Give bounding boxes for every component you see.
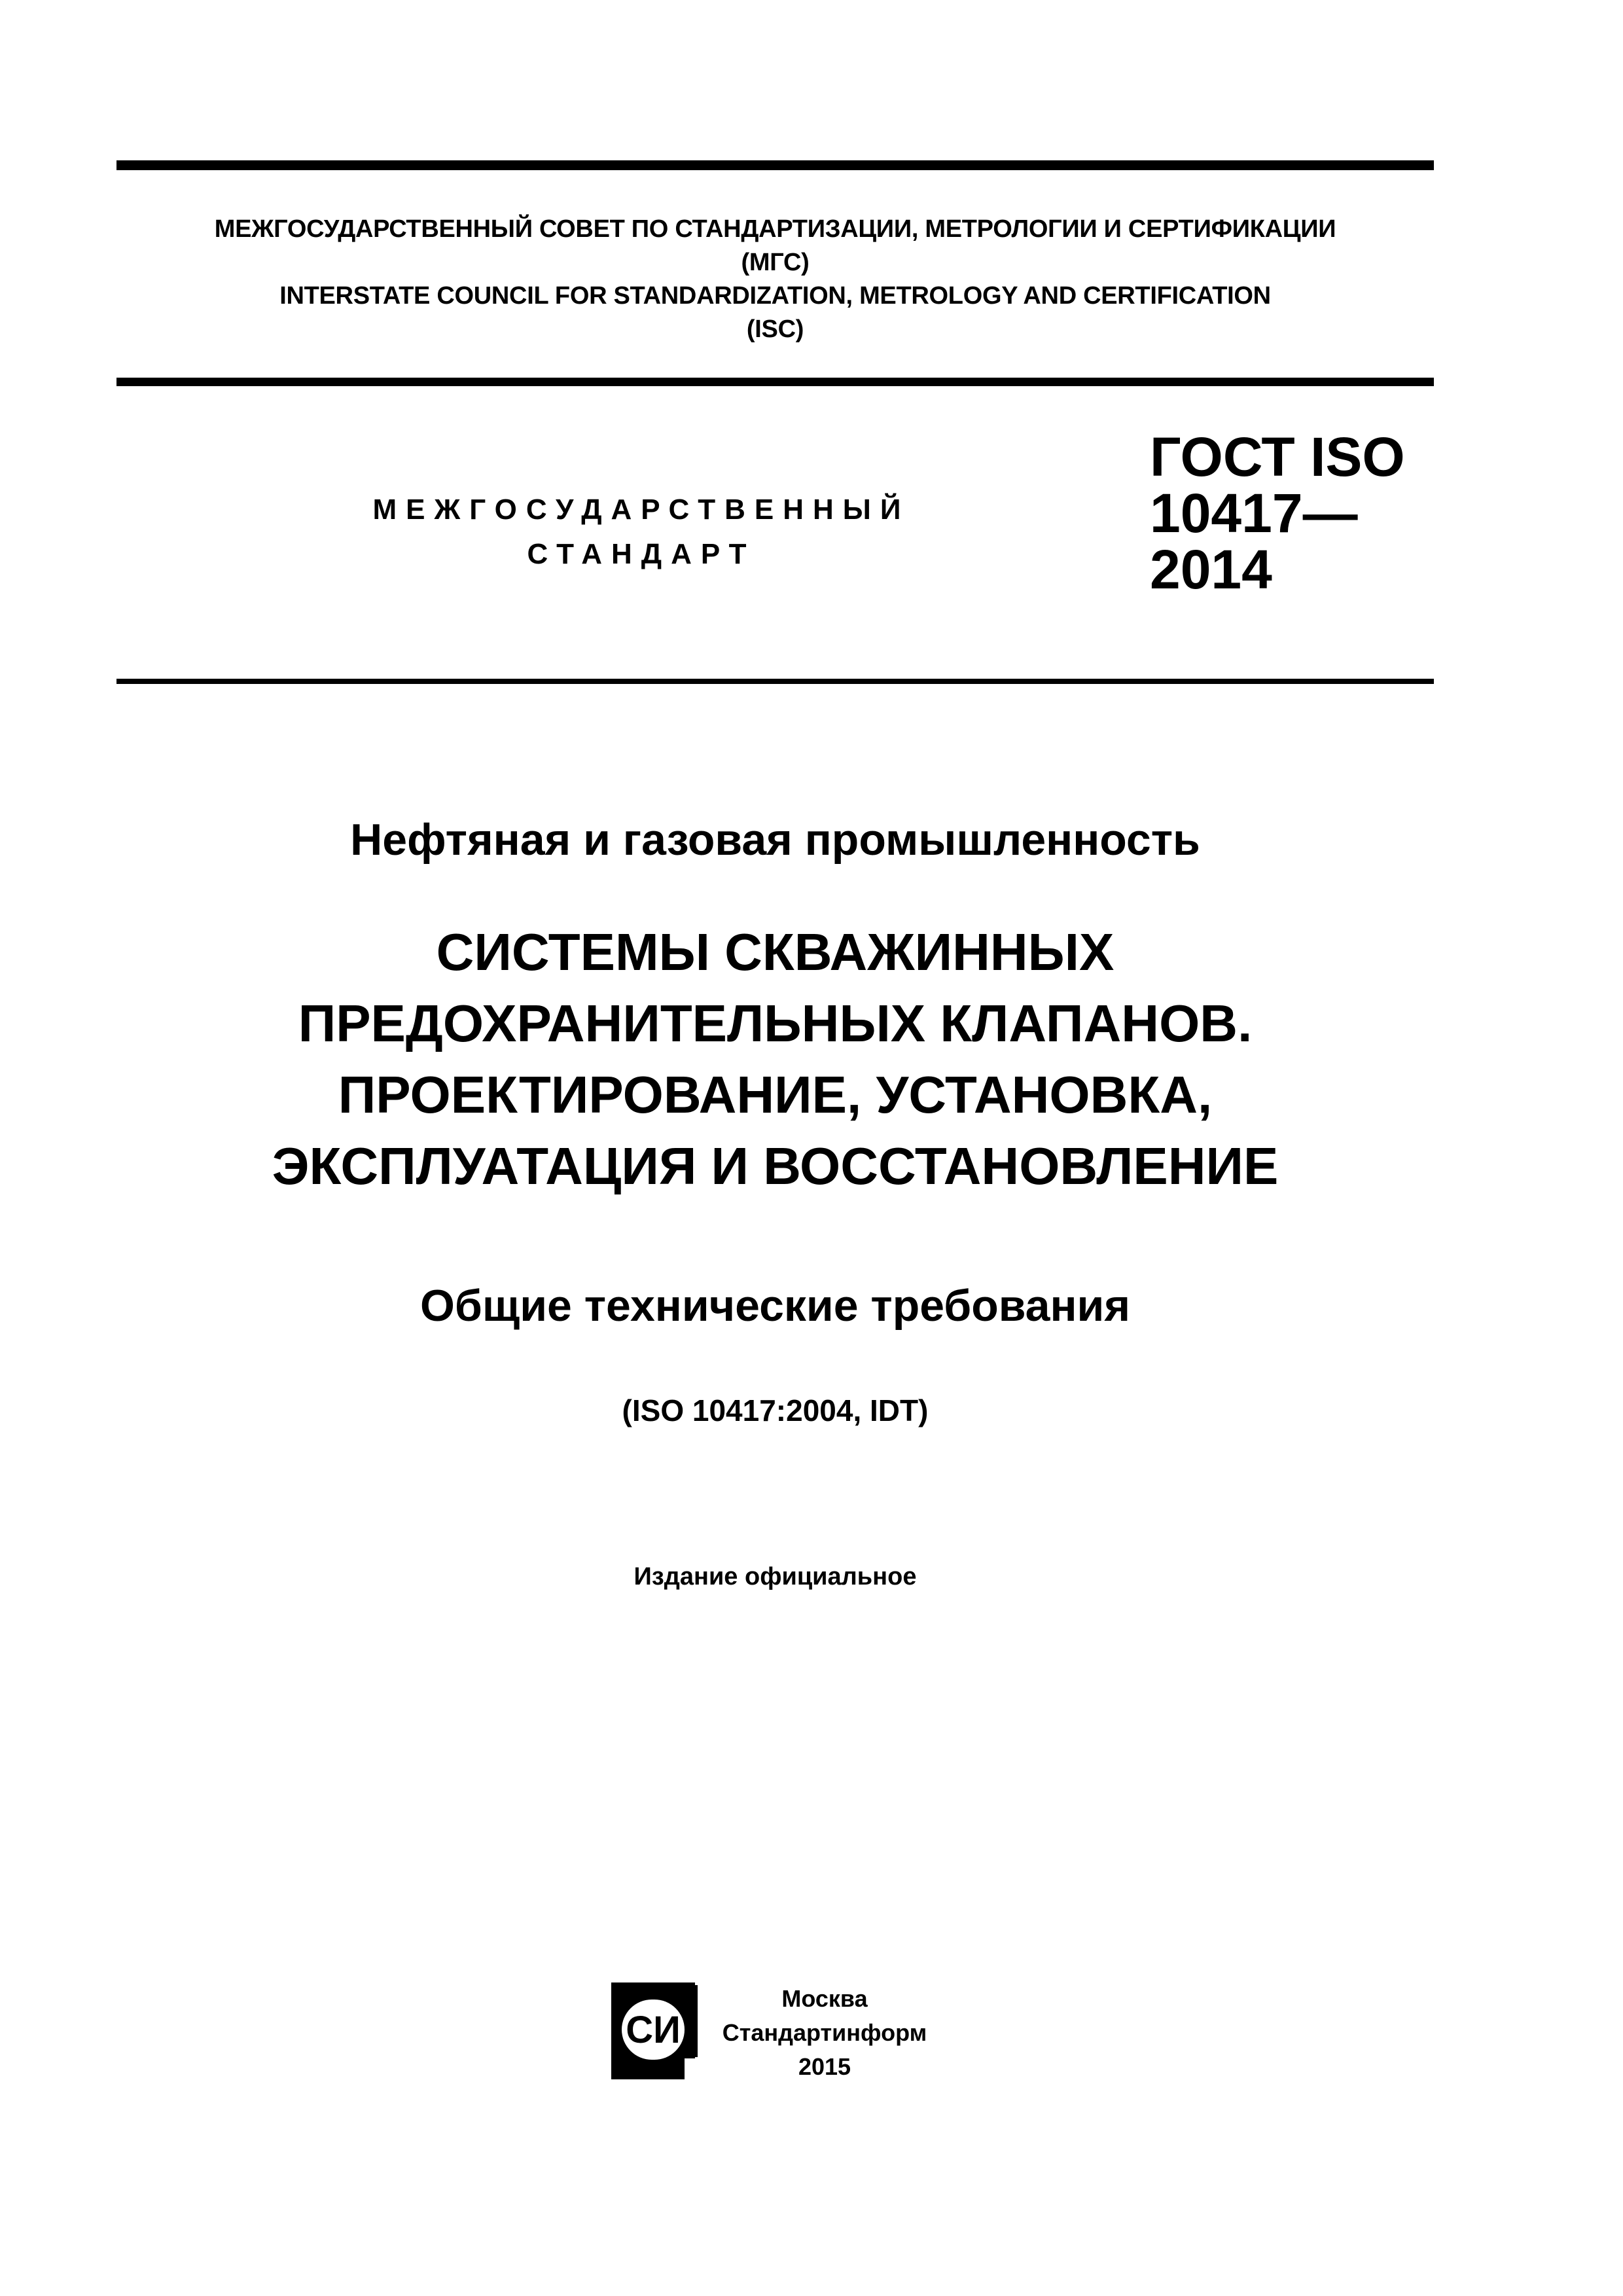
- middle-divider: [116, 378, 1434, 386]
- document-title: [116, 916, 1434, 1202]
- publisher-city: Москва: [781, 1985, 868, 2012]
- council-header: [116, 213, 1434, 346]
- standard-label-line-2: СТАНДАРТ: [527, 538, 756, 570]
- standard-designation: [1150, 426, 1405, 600]
- title-line-2: ПРЕДОХРАНИТЕЛЬНЫХ КЛАПАНОВ.: [298, 994, 1253, 1052]
- standard-type-label: [262, 488, 1021, 577]
- document-subtitle: Общие технические требования: [419, 1281, 1131, 1331]
- top-divider: [116, 160, 1434, 170]
- standartinform-logo-icon: [607, 1980, 705, 2082]
- designation-line-1: ГОСТ ISO: [1150, 426, 1405, 488]
- bottom-divider: [116, 679, 1434, 684]
- edition-note: Издание официальное: [633, 1563, 917, 1590]
- industry-heading: Нефтяная и газовая промышленность: [350, 815, 1200, 865]
- council-name-ru: МЕЖГОСУДАРСТВЕННЫЙ СОВЕТ ПО СТАНДАРТИЗАЦИИ, МЕТРОЛОГИИ И СЕРТИФИКАЦИИ: [214, 215, 1336, 243]
- title-line-3: ПРОЕКТИРОВАНИЕ, УСТАНОВКА,: [338, 1066, 1213, 1124]
- iso-reference: (ISO 10417:2004, IDT): [622, 1393, 929, 1427]
- council-abbr-ru: (МГС): [741, 249, 810, 276]
- publisher-block: [720, 1982, 929, 2084]
- logo-lettering: СИ: [626, 2009, 681, 2051]
- title-line-4: ЭКСПЛУАТАЦИЯ И ВОССТАНОВЛЕНИЕ: [272, 1137, 1279, 1195]
- council-abbr-en: (ISC): [746, 315, 804, 343]
- designation-line-2: 10417—: [1150, 482, 1358, 544]
- designation-line-3: 2014: [1150, 539, 1272, 600]
- standard-label-line-1: МЕЖГОСУДАРСТВЕННЫЙ: [372, 493, 910, 526]
- title-line-1: СИСТЕМЫ СКВАЖИННЫХ: [436, 923, 1115, 981]
- council-name-en: INTERSTATE COUNCIL FOR STANDARDIZATION, METROLOGY AND CERTIFICATION: [279, 282, 1271, 310]
- publication-year: 2015: [798, 2053, 851, 2080]
- publisher-name: Стандартинформ: [722, 2019, 927, 2046]
